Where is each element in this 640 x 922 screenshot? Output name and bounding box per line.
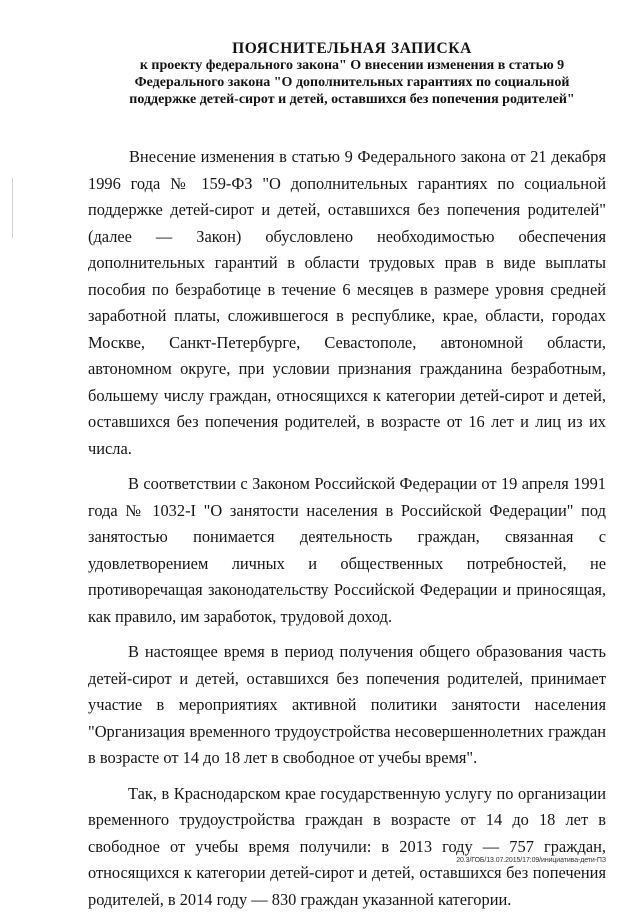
document-title: ПОЯСНИТЕЛЬНАЯ ЗАПИСКА: [232, 40, 472, 57]
body-paragraph-1: Внесение изменения в статью 9 Федерального закона от 21 декабря 1996 года № 159-ФЗ "О дополнительных гарантиях по социальной поддержке детей-сирот и детей, оставшихся без попечения родителей" (далее — Закон) обусловлено необходимостью обеспечения дополнительных гарантий в области трудовых прав в виде выплаты пособия по безработице в течение 6 месяцев в размере уровня средней заработной платы, сложившегося в республике, крае, области, городах Москве, Санкт-Петербурге, Севастополе, автономной области, автономном округе, при условии признания гражданина безработным, большему числу граждан, относящихся к категории детей-сирот и детей, оставшихся без попечения родителей, в возрасте от 16 лет и лиц из их числа.: [88, 147, 606, 458]
document-subtitle-line-3: поддержке детей-сирот и детей, оставшихся без попечения родителей": [129, 92, 575, 107]
body-paragraph-4: Так, в Краснодарском крае государственную услугу по организации временного трудоустройства граждан в возрасте от 14 до 18 лет в свободное от учебы время получили: в 2013 году — 757 граждан, относящихся к категории детей-сирот и детей, оставшихся без попечения родителей, в 2014 году — 830 граждан указанной категории.: [88, 783, 606, 909]
footer-file-code: 20.3/ГОБ/13.07.2015/17:09/инициатива-дети-ПЗ: [456, 857, 606, 864]
document-body: [88, 144, 606, 922]
document-heading: [60, 40, 640, 108]
document-subtitle-line-1: к проекту федерального закона" О внесении изменения в статью 9: [139, 58, 565, 73]
document-subtitle-line-2: Федерального закона "О дополнительных гарантиях по социальной: [134, 75, 570, 90]
body-paragraph-2: В соответствии с Законом Российской Федерации от 19 апреля 1991 года № 1032-I "О занятости населения в Российской Федерации" под занятостью понимается деятельность граждан, связанная с удовлетворением личных и общественных потребностей, не противоречащая законодательству Российской Федерации и приносящая, как правило, им заработок, трудовой доход.: [88, 474, 606, 626]
scan-margin-mark: [12, 178, 13, 238]
body-paragraph-3: В настоящее время в период получения общего образования часть детей-сирот и детей, оставшихся без попечения родителей, принимает участие в мероприятиях активной политики занятости населения "Организация временного трудоустройства несовершеннолетних граждан в возрасте от 14 до 18 лет в свободное от учебы время".: [88, 642, 606, 767]
